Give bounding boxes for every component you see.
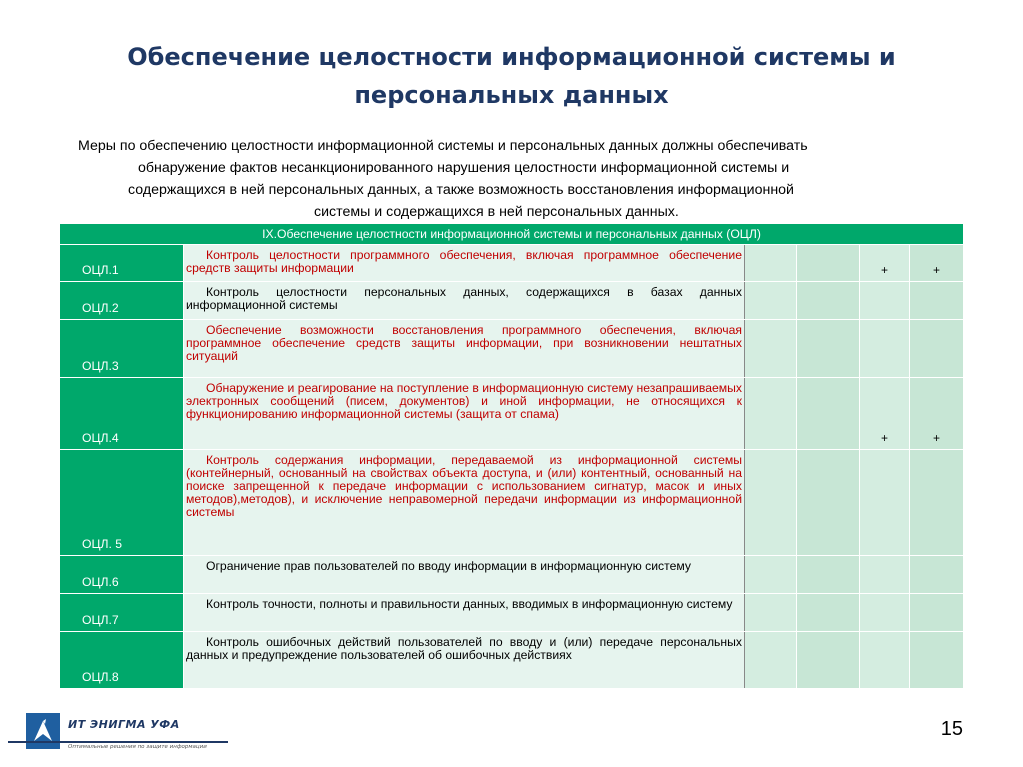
table-row xyxy=(60,632,964,689)
protection-level-mark xyxy=(797,378,860,450)
protection-level-mark xyxy=(797,320,860,378)
protection-level-mark xyxy=(910,450,964,556)
protection-level-mark xyxy=(860,320,910,378)
protection-level-mark xyxy=(797,594,860,632)
protection-level-mark xyxy=(860,632,910,689)
measure-description: Обеспечение возможности восстановления программного обеспечения, включая программное обеспечение средств защиты информации, при возникновении нештатных ситуаций xyxy=(184,320,745,378)
protection-level-mark xyxy=(745,245,797,282)
measure-description: Контроль ошибочных действий пользователей по вводу и (или) передаче персональных данных и предупреждение пользователей об ошибочных действиях xyxy=(184,632,745,689)
protection-level-mark: + xyxy=(860,378,910,450)
protection-level-mark xyxy=(745,632,797,689)
protection-level-mark xyxy=(797,450,860,556)
measure-code: ОЦЛ.2 xyxy=(60,282,184,320)
protection-level-mark xyxy=(797,245,860,282)
table-row xyxy=(60,594,964,632)
protection-level-mark xyxy=(797,282,860,320)
company-logo xyxy=(26,713,60,749)
page-number: 15 xyxy=(940,718,963,740)
measure-code: ОЦЛ.1 xyxy=(60,245,184,282)
measure-code: ОЦЛ.7 xyxy=(60,594,184,632)
logo-tagline: Оптимальные решения по защите информации xyxy=(68,744,207,750)
protection-level-mark xyxy=(910,556,964,594)
table-row xyxy=(60,556,964,594)
protection-level-mark xyxy=(910,594,964,632)
protection-level-mark xyxy=(797,556,860,594)
intro-line-2: обнаружение фактов несанкционированного нарушения целостности информационной системы и xyxy=(138,160,790,176)
protection-level-mark xyxy=(860,594,910,632)
page-title-line1: Обеспечение целостности информационной системы и xyxy=(127,43,896,71)
protection-level-mark xyxy=(745,378,797,450)
footer-divider xyxy=(8,741,228,743)
measure-description: Контроль целостности программного обеспечения, включая программное обеспечение средств защиты информации xyxy=(184,245,745,282)
table-header-row xyxy=(60,224,964,245)
measure-description: Контроль содержания информации, передаваемой из информационной системы (контейнерный, основанный на свойствах объекта доступа, и (или) контентный, основанный на поиске запрещенной к передаче информации с использованием сигнатур, масок и иных методов),методов), и исключение неправомерной передачи информации из информационной системы xyxy=(184,450,745,556)
logo-name: ИТ ЭНИГМА УФА xyxy=(68,718,180,731)
protection-level-mark xyxy=(860,556,910,594)
protection-level-mark xyxy=(745,594,797,632)
page-title-line2: персональных данных xyxy=(354,81,669,109)
measure-code: ОЦЛ.6 xyxy=(60,556,184,594)
intro-line-3: содержащихся в ней персональных данных, а также возможность восстановления информационной xyxy=(128,182,794,198)
protection-level-mark: + xyxy=(910,245,964,282)
protection-level-mark xyxy=(745,450,797,556)
protection-level-mark xyxy=(797,632,860,689)
protection-level-mark xyxy=(745,556,797,594)
intro-line-4: системы и содержащихся в ней персональных данных. xyxy=(314,204,679,220)
protection-level-mark xyxy=(860,282,910,320)
protection-level-mark xyxy=(745,282,797,320)
intro-paragraph xyxy=(78,135,958,223)
table-row xyxy=(60,282,964,320)
protection-level-mark: + xyxy=(910,378,964,450)
intro-line-1: Меры по обеспечению целостности информационной системы и персональных данных должны обеспечивать xyxy=(78,138,808,154)
protection-level-mark xyxy=(745,320,797,378)
page-title xyxy=(40,38,983,114)
measure-description: Ограничение прав пользователей по вводу информации в информационную систему xyxy=(184,556,745,594)
table-row xyxy=(60,450,964,556)
measure-description: Обнаружение и реагирование на поступление в информационную систему незапрашиваемых электронных сообщений (писем, документов) и иной информации, не относящихся к функционированию информационной системы (защита от спама) xyxy=(184,378,745,450)
measure-code: ОЦЛ. 5 xyxy=(60,450,184,556)
measure-code: ОЦЛ.3 xyxy=(60,320,184,378)
table-row xyxy=(60,378,964,450)
measure-code: ОЦЛ.8 xyxy=(60,632,184,689)
table-row xyxy=(60,320,964,378)
table-header: IX.Обеспечение целостности информационной системы и персональных данных (ОЦЛ) xyxy=(60,224,964,245)
protection-level-mark xyxy=(910,282,964,320)
measures-table xyxy=(59,223,964,689)
protection-level-mark xyxy=(860,450,910,556)
measure-description: Контроль целостности персональных данных, содержащихся в базах данных информационной системы xyxy=(184,282,745,320)
protection-level-mark xyxy=(910,320,964,378)
table-row xyxy=(60,245,964,282)
protection-level-mark: + xyxy=(860,245,910,282)
protection-level-mark xyxy=(910,632,964,689)
measure-description: Контроль точности, полноты и правильности данных, вводимых в информационную систему xyxy=(184,594,745,632)
measure-code: ОЦЛ.4 xyxy=(60,378,184,450)
